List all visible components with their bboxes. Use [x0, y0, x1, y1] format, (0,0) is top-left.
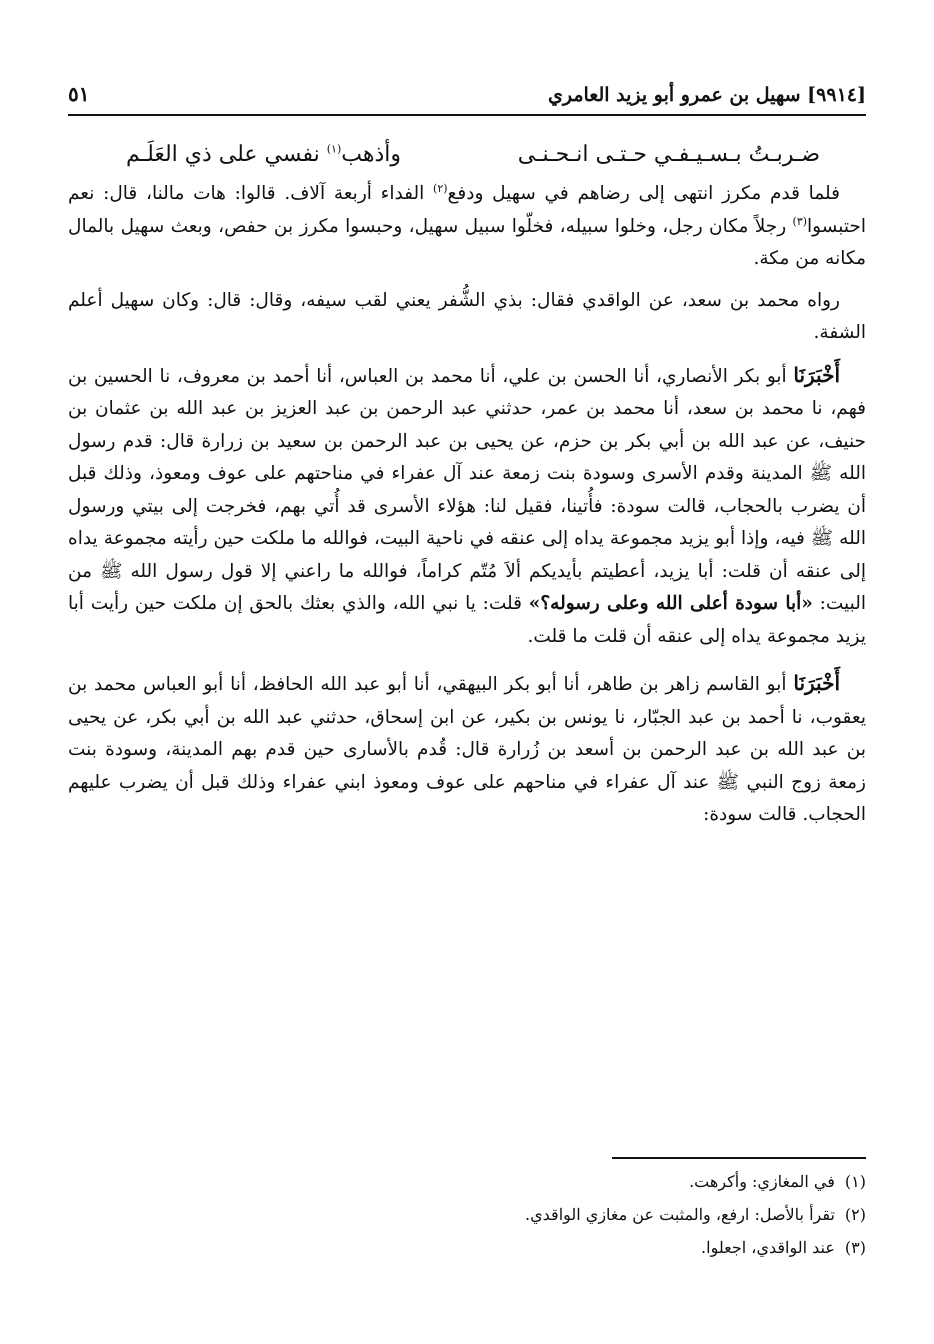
- footnote-text: تقرأ بالأصل: ارفع، والمثبت عن مغازي الواقدي.: [525, 1205, 835, 1224]
- footnote: [68, 1165, 866, 1198]
- akhbarana-keyword: أَخْبَرَنَا: [793, 362, 840, 387]
- footnotes: [68, 1165, 866, 1264]
- verse-text: نفسي على ذي العَلَـم: [126, 142, 327, 167]
- poem-verse: [68, 138, 866, 178]
- footnote-number: (١): [844, 1172, 866, 1191]
- footnote: [68, 1198, 866, 1231]
- page-number: ٥١: [68, 82, 90, 106]
- footnote-number: (٢): [844, 1205, 866, 1224]
- verse-hemistich-first: ضـربـتُ بـسـيـفـي حـتـى انـحـنـى: [517, 142, 820, 167]
- paragraph: [68, 178, 866, 276]
- spacer: [68, 276, 866, 285]
- paragraph: [68, 285, 866, 350]
- verse-text: وأذهب: [341, 142, 402, 167]
- paragraph-text: رجلاً مكان رجل، وخلوا سبيله، فخلّوا سبيل سهيل، وحبسوا مكرز بن حفص، وبعث سهيل بالمال مكانه من مكة.: [68, 215, 866, 269]
- main-text: [68, 138, 866, 832]
- footnote-text: عند الواقدي، اجعلوا.: [701, 1238, 835, 1257]
- paragraph: [68, 359, 866, 654]
- footnote-text: في المغازي: وأكرهت.: [689, 1172, 835, 1191]
- paragraph-text: أبو بكر الأنصاري، أنا الحسن بن علي، أنا محمد بن العباس، أنا أحمد بن معروف، نا الحسين بن فهم، نا محمد بن سعد، أنا محمد بن عمر، حدثني عبد الرحمن بن عبد العزيز بن عبد الله بن عثمان بن حنيف، عن عبد الله بن أبي بكر بن حزم، عن يحيى بن عبد الرحمن بن سعيد بن زرارة قال: قدم رسول الله ﷺ المدينة وقدم الأسرى وسودة بنت زمعة عند آل عفراء في مناحتهم على عوف ومعوذ، وذلك قبل أن يضرب بالحجاب، قالت سودة: فأُتينا، فقيل لنا: هؤلاء الأسرى قد أُتي بهم، فخرجت إلى بيتي ورسول الله ﷺ فيه، وإذا أبو يزيد مجموعة يداه إلى عنقه في ناحية البيت، فوالله ما ملكت حين رأيته مجموعة يداه إلى عنقه أن قلت: أبا يزيد، أعطيتم بأيديكم ألاَ مُتّم كراماً، فوالله ما راعني إلا قول رسول الله ﷺ من البيت:: [68, 365, 866, 614]
- paragraph-text: قلت: يا نبي الله، والذي بعثك بالحق إن ملكت حين رأيت أبا يزيد مجموعة يداه إلى عنقه أن قلت ما قلت.: [68, 593, 866, 647]
- footnote-separator: [612, 1157, 866, 1159]
- footnote-ref: (٣): [792, 214, 808, 228]
- spacer: [68, 350, 866, 359]
- footnote: [68, 1231, 866, 1264]
- akhbarana-keyword: أَخْبَرَنَا: [793, 671, 840, 695]
- paragraph-text: رواه محمد بن سعد، عن الواقدي فقال: بذي الشُّفر يعني لقب سيفه، وقال: قال: وكان سهيل أعلم الشفة.: [68, 289, 866, 343]
- paragraph-text: أبو القاسم زاهر بن طاهر، أنا أبو بكر البيهقي، أنا أبو عبد الله الحافظ، أنا أبو العباس محمد بن يعقوب، نا أحمد بن عبد الجبّار، نا يونس بن بكير، عن ابن إسحاق، حدثني عبد الله بن أبي بكر، عن يحيى بن عبد الله بن عبد الرحمن بن أسعد بن زُرارة قال: قُدم بالأسارى حين قدم بهم المدينة، وسودة بنت زمعة زوج النبي ﷺ عند آل عفراء في مناحهم على عوف ومعوذ ابني عفراء وذلك قبل أن يضرب عليهم الحجاب. قالت سودة:: [68, 674, 866, 825]
- footnote-number: (٣): [844, 1238, 866, 1257]
- verse-hemistich-second: [126, 142, 401, 167]
- footnote-ref: (٢): [433, 181, 448, 195]
- page-header: [68, 74, 866, 116]
- paragraph-text: فلما قدم مكرز انتهى إلى رضاهم في سهيل ودفع: [447, 183, 840, 204]
- running-title: [٩٩١٤] سهيل بن عمرو أبو يزيد العامري: [547, 84, 866, 106]
- hadith-quote: «أبا سودة أعلى الله وعلى رسوله؟»: [528, 593, 813, 614]
- footnote-ref: (١): [326, 142, 342, 156]
- spacer: [68, 653, 866, 667]
- paragraph: [68, 667, 866, 832]
- paragraph-text: الفداء أربعة آلاف. قالوا: هات مالنا، قال: نعم احتبسوا: [68, 183, 866, 237]
